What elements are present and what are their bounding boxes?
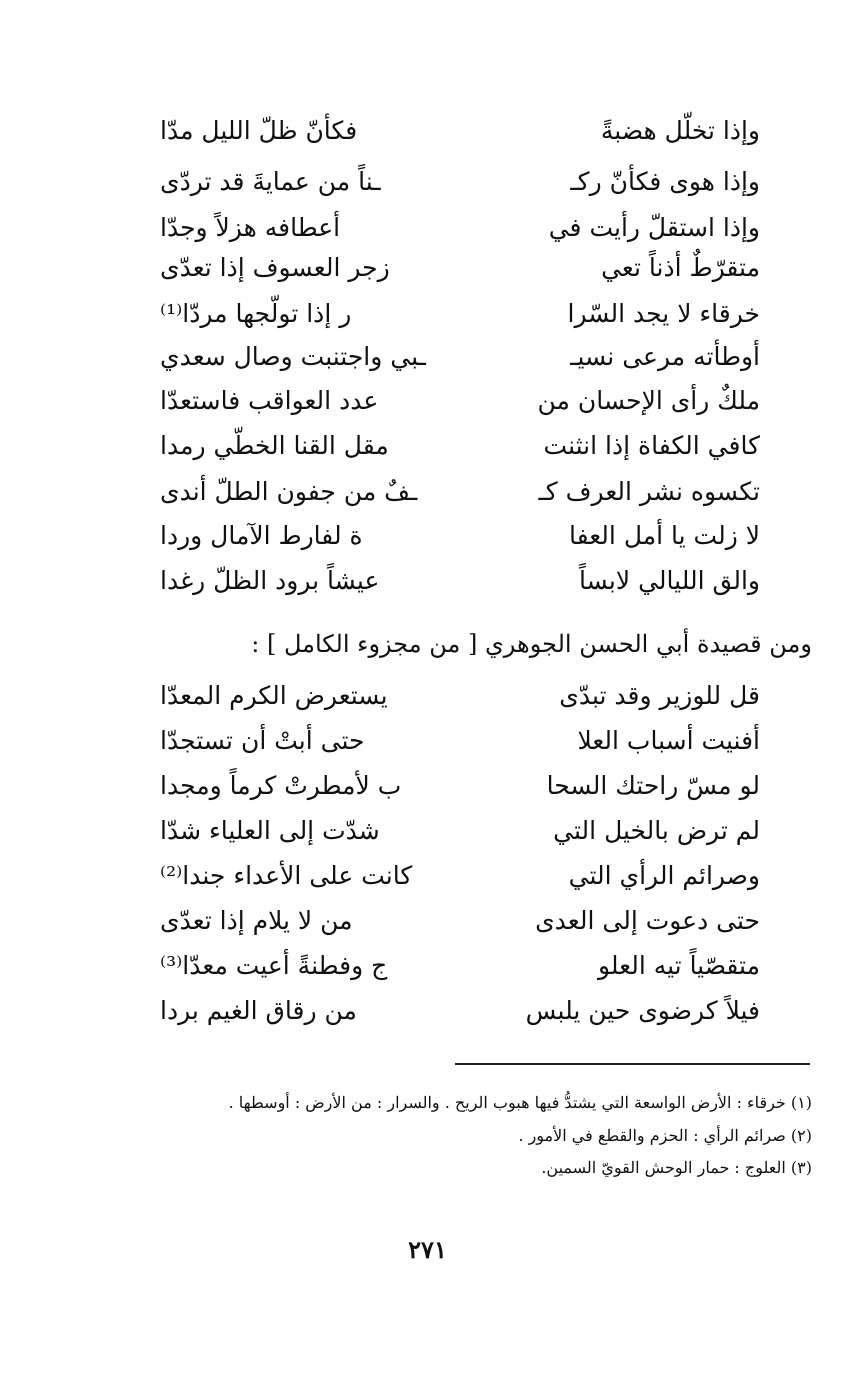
- verse-second-hemistich: مقل القنا الخطّي رمدا: [160, 430, 389, 460]
- verse-second-hemistich: حتى أبتْ أن تستجدّا: [160, 725, 365, 755]
- verse-first-hemistich: ملكٌ رأى الإحسان من: [537, 385, 760, 415]
- verse-first-hemistich: فيلاً كرضوى حين يلبس: [525, 995, 760, 1025]
- verse-first-hemistich: لو مسّ راحتك السحا: [546, 770, 760, 800]
- verse-first-hemistich: أفنيت أسباب العلا: [577, 725, 760, 755]
- poem-heading: ومن قصيدة أبي الحسن الجوهري [ من مجزوء الكامل ] :: [251, 630, 812, 658]
- verse-line: [160, 466, 760, 516]
- verse-line: [160, 715, 760, 765]
- verse-second-hemistich: عيشاً برود الظلّ رغدا: [160, 565, 380, 595]
- verse-first-hemistich: وإذا هوى فكأنّ ركـ: [570, 166, 760, 196]
- verse-first-hemistich: وإذا استقلّ رأيت في: [548, 212, 760, 242]
- verse-line: [160, 331, 760, 381]
- verse-second-hemistich: من لا يلام إذا تعدّى: [160, 905, 353, 935]
- footnote: (٣) العلوج : حمار الوحش القويّ السمين.: [541, 1158, 812, 1177]
- verse-line: [160, 105, 760, 155]
- verse-line: [160, 985, 760, 1035]
- verse-second-hemistich: عدد العواقب فاستعدّا: [160, 385, 379, 415]
- verse-line: [160, 850, 760, 900]
- verse-first-hemistich: متقرّطٌ أذناً تعي: [601, 252, 760, 282]
- verse-first-hemistich: تكسوه نشر العرف كـ: [538, 476, 760, 506]
- verse-line: [160, 895, 760, 945]
- verse-first-hemistich: كافي الكفاة إذا انثنت: [543, 430, 760, 460]
- verse-second-hemistich: زجر العسوف إذا تعدّى: [160, 252, 390, 282]
- verse-second-hemistich: ـفٌ من جفون الطلّ أندى: [160, 476, 418, 506]
- verse-second-hemistich: ب لأمطرتْ كرماً ومجدا: [160, 770, 402, 800]
- verse-first-hemistich: وصرائم الرأي التي: [568, 860, 760, 890]
- verse-first-hemistich: متقصّياً تيه العلو: [597, 950, 760, 980]
- verse-first-hemistich: والق الليالي لابساً: [579, 565, 760, 595]
- verse-first-hemistich: خرقاء لا يجد السّرا: [567, 298, 760, 328]
- verse-second-hemistich: شدّت إلى العلياء شدّا: [160, 815, 380, 845]
- page-number: ٢٧١: [408, 1235, 447, 1264]
- verse-second-hemistich: كانت على الأعداء جندا⁽²⁾: [160, 860, 413, 890]
- verse-line: [160, 805, 760, 855]
- verse-second-hemistich: ر إذا تولّجها مردّا⁽¹⁾: [160, 298, 352, 328]
- verse-second-hemistich: ج وفطنةً أعيت معدّا⁽³⁾: [160, 950, 388, 980]
- footnote-separator: [455, 1063, 810, 1065]
- verse-line: [160, 670, 760, 720]
- footnote: (١) خرقاء : الأرض الواسعة التي يشتدُّ فيها هبوب الريح . والسرار : من الأرض : أوسطها .: [228, 1093, 812, 1112]
- verse-line: [160, 156, 760, 206]
- verse-line: [160, 420, 760, 470]
- verse-first-hemistich: أوطأته مرعى نسيـ: [570, 341, 760, 371]
- verse-second-hemistich: من رقاق الغيم بردا: [160, 995, 357, 1025]
- verse-second-hemistich: فكأنّ ظلّ الليل مدّا: [160, 115, 358, 145]
- verse-first-hemistich: وإذا تخلّل هضبةً: [600, 115, 760, 145]
- verse-line: [160, 555, 760, 605]
- verse-line: [160, 242, 760, 292]
- verse-first-hemistich: حتى دعوت إلى العدى: [535, 905, 760, 935]
- verse-first-hemistich: لا زلت يا أمل العفا: [568, 520, 760, 550]
- verse-second-hemistich: أعطافه هزلاً وجدّا: [160, 212, 341, 242]
- verse-second-hemistich: ة لفارط الآمال وردا: [160, 520, 363, 550]
- verse-first-hemistich: قل للوزير وقد تبدّى: [559, 680, 760, 710]
- verse-first-hemistich: لم ترض بالخيل التي: [553, 815, 760, 845]
- verse-second-hemistich: يستعرض الكرم المعدّا: [160, 680, 388, 710]
- verse-second-hemistich: ـناً من عمايةَ قد تردّى: [160, 166, 381, 196]
- verse-line: [160, 760, 760, 810]
- verse-line: [160, 375, 760, 425]
- verse-second-hemistich: ـبي واجتنبت وصال سعدي: [160, 341, 426, 371]
- verse-line: [160, 940, 760, 990]
- footnote: (٢) صرائم الرأي : الحزم والقطع في الأمور .: [518, 1126, 812, 1145]
- verse-line: [160, 510, 760, 560]
